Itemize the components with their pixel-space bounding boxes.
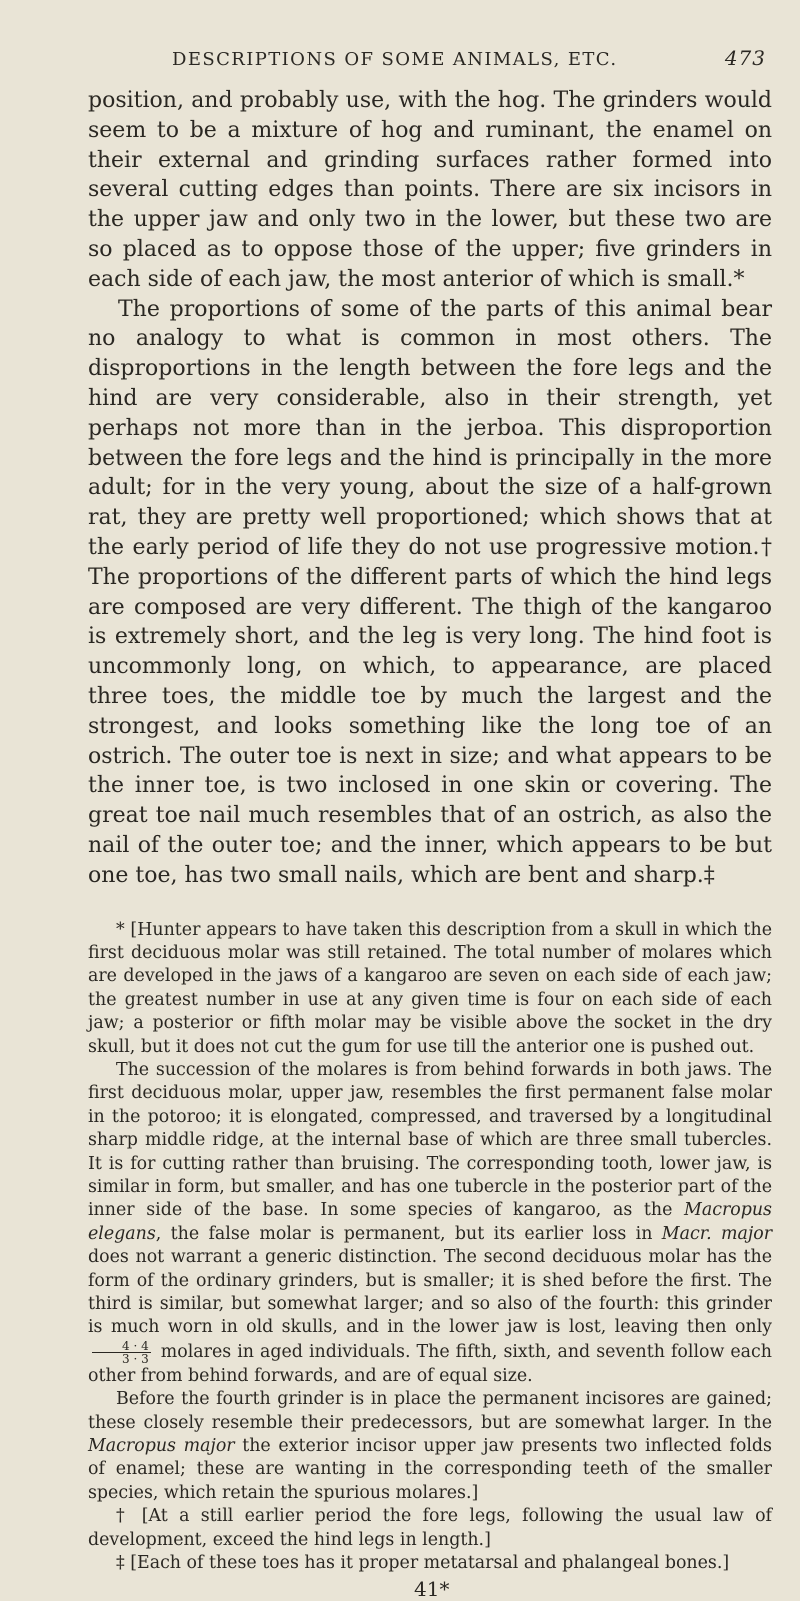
fraction-numerator: 4 · 4 [92,1340,151,1353]
paragraph: position, and probably use, with the hog. The grinders would seem to be a mixture of hog and ruminant, the enamel on their external and grinding surfaces rather formed into several cutting edges than points. There are six incisors in the upper jaw and only two in the lower, but these two are so placed as to oppose those of the upper; five grinders in each side of each jaw, the most anterior of which is small.* [88,88,772,292]
species-name: Macropus major [88,1436,235,1457]
footnote-text: , the false molar is permanent, but its earlier loss in [155,1223,662,1244]
fraction-denominator: 3 · 3 [122,1351,149,1366]
signature-mark: 41* [414,1577,450,1601]
footnote-text: The succession of the molares is from behind forwards in both jaws. The first deciduous molar, upper jaw, resembles the first permanent false molar in the potoroo; it is elongated, compressed, and traversed by a longitudinal sharp middle ridge, at the internal base of which are three small tubercles. It is for cutting rather than bruising. The corresponding tooth, lower jaw, is similar in form, but smaller, and has one tubercle in the posterior part of the inner side of the base. In some species of kangaroo, as the [88,1059,772,1221]
main-text [88,86,772,891]
paragraph: The proportions of some of the parts of this animal bear no analogy to what is common in most others. The disproportions in the length between the fore legs and the hind are very considerable, also in their strength, yet perhaps not more than in the jerboa. This disproportion between the fore legs and the hind is principally in the more adult; for in the very young, about the size of a half-grown rat, they are pretty well proportioned; which shows that at the early period of life they do not use progressive motion.† The proportions of the different parts of which the hind legs are composed are very different. The thigh of the kangaroo is extremely short, and the leg is very long. The hind foot is uncommonly long, on which, to appearance, are placed three toes, the middle toe by much the largest and the strongest, and looks something like the long toe of an ostrich. The outer toe is next in size; and what appears to be the inner toe, is two inclosed in one skin or covering. The great toe nail much resembles that of an ostrich, as also the nail of the outer toe; and the inner, which appears to be but one toe, has two small nails, which are bent and sharp.‡ [88,296,772,888]
footnotes [88,919,772,1576]
dental-formula [92,1340,151,1365]
running-head: DESCRIPTIONS OF SOME ANIMALS, ETC. [172,49,618,70]
page-number: 473 [724,46,766,70]
footnote: ‡ [Each of these toes has it proper metatarsal and phalangeal bones.] [116,1553,730,1574]
footnote: † [At a still earlier period the fore legs, following the usual law of development, exceed the hind legs in length.] [88,1506,772,1550]
footnote-text: molares in aged individuals. The fifth, sixth, and seventh follow each other from behind forwards, and are of equal size. [88,1341,772,1386]
footnote-text: Before the fourth grinder is in place the permanent incisores are gained; these closely resemble their predecessors, but are somewhat larger. In the [88,1389,772,1433]
footnote-text: does not warrant a generic distinction. The second deciduous molar has the form of the ordinary grinders, but is smaller; it is shed before the first. The third is similar, but somewhat larger; and so also of the fourth: this grinder is much worn in old skulls, and in the lower jaw is lost, leaving then only [88,1247,772,1338]
species-name: Macropus elegans [88,1200,772,1244]
footnote [88,1059,772,1388]
footnote: * [Hunter appears to have taken this description from a skull in which the first deciduous molar was still retained. The total number of molares which are developed in the jaws of a kangaroo are seven on each side of each jaw; the greatest number in use at any given time is four on each side of each jaw; a posterior or fifth molar may be visible above the socket in the dry skull, but it does not cut the gum for use till the anterior one is pushed out. [88,919,772,1057]
footnote [88,1388,772,1505]
species-name: Macr. major [661,1223,773,1244]
footnote-text: the exterior incisor upper jaw presents two inflected folds of enamel; these are wanting in the corresponding teeth of the smaller species, which retain the spurious molares.] [88,1436,772,1503]
page-header [88,46,772,70]
